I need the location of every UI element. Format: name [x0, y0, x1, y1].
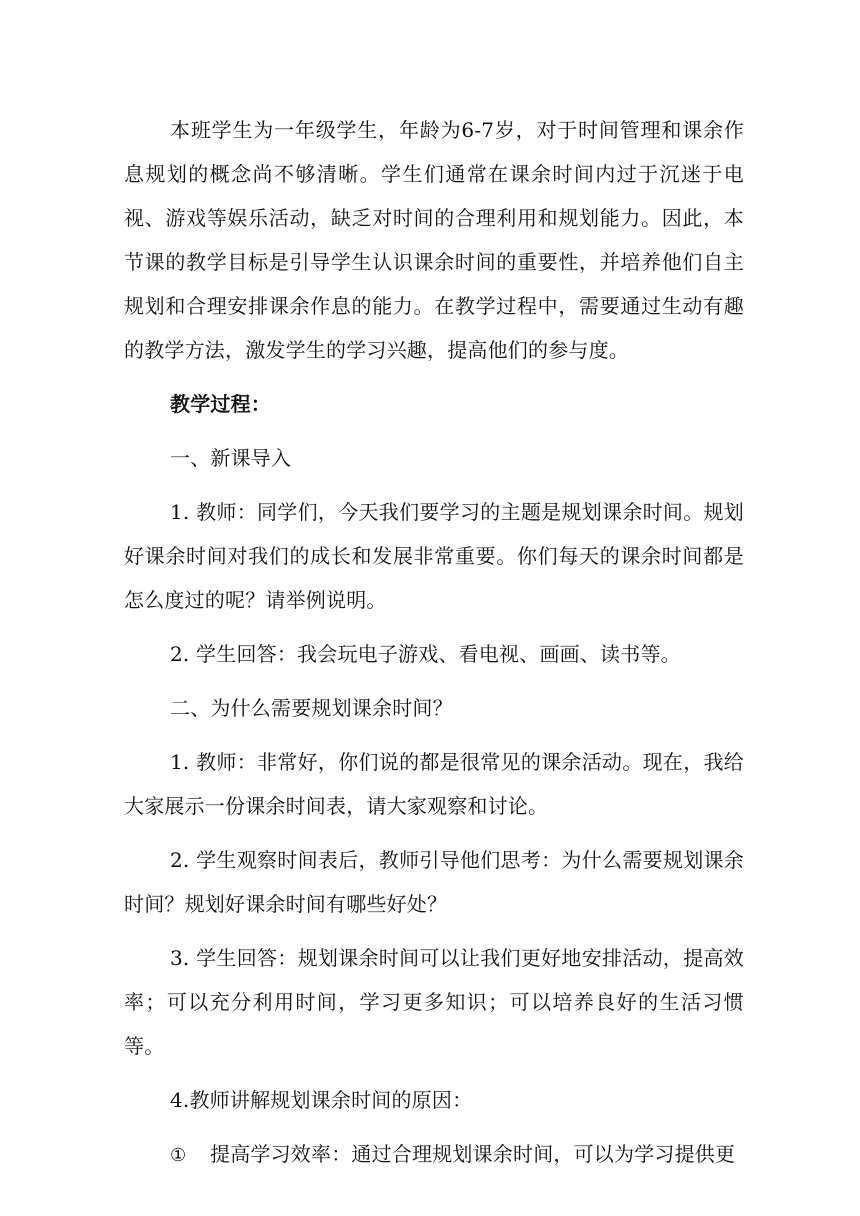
teacher-explain-reasons-paragraph: 4.教师讲解规划课余时间的原因： [170, 1088, 473, 1112]
intro-paragraph: 本班学生为一年级学生，年龄为6-7岁，对于时间管理和课余作息规划的概念尚不够清晰。学生们通常在课余时间内过于沉迷于电视、游戏等娱乐活动，缺乏对时间的合理利用和规划能力。因此，本节课的教学目标是引导学生认识课余时间的重要性，并培养他们自主规划和合理安排课余作息的能力。在教学过程中，需要通过生动有趣的教学方法，激发学生的学习兴趣，提高他们的参与度。 [124, 118, 744, 362]
section-title-new-lesson: 一、新课导入 [170, 446, 292, 470]
section-title-why-plan: 二、为什么需要规划课余时间？ [170, 696, 453, 720]
teacher-question-paragraph: 1. 教师：同学们，今天我们要学习的主题是规划课余时间。规划好课余时间对我们的成长和发展非常重要。你们每天的课余时间都是怎么度过的呢？请举例说明。 [124, 500, 744, 612]
student-answer-paragraph: 2. 学生回答：我会玩电子游戏、看电视、画画、读书等。 [170, 642, 681, 666]
process-heading: 教学过程： [170, 392, 271, 416]
teacher-show-table-paragraph: 1. 教师：非常好，你们说的都是很常见的课余活动。现在，我给大家展示一份课余时间表，请大家观察和讨论。 [124, 750, 744, 818]
circled-number: ① [170, 1145, 187, 1166]
teacher-guide-paragraph: 2. 学生观察时间表后，教师引导他们思考：为什么需要规划课余时间？规划好课余时间有哪些好处？ [124, 848, 744, 916]
reason-text: 提高学习效率：通过合理规划课余时间，可以为学习提供更 [210, 1142, 736, 1166]
reason-list-item [124, 1132, 744, 1178]
document-body [124, 108, 744, 1188]
student-benefits-paragraph: 3. 学生回答：规划课余时间可以让我们更好地安排活动，提高效率；可以充分利用时间，学习更多知识；可以培养良好的生活习惯等。 [124, 946, 744, 1058]
